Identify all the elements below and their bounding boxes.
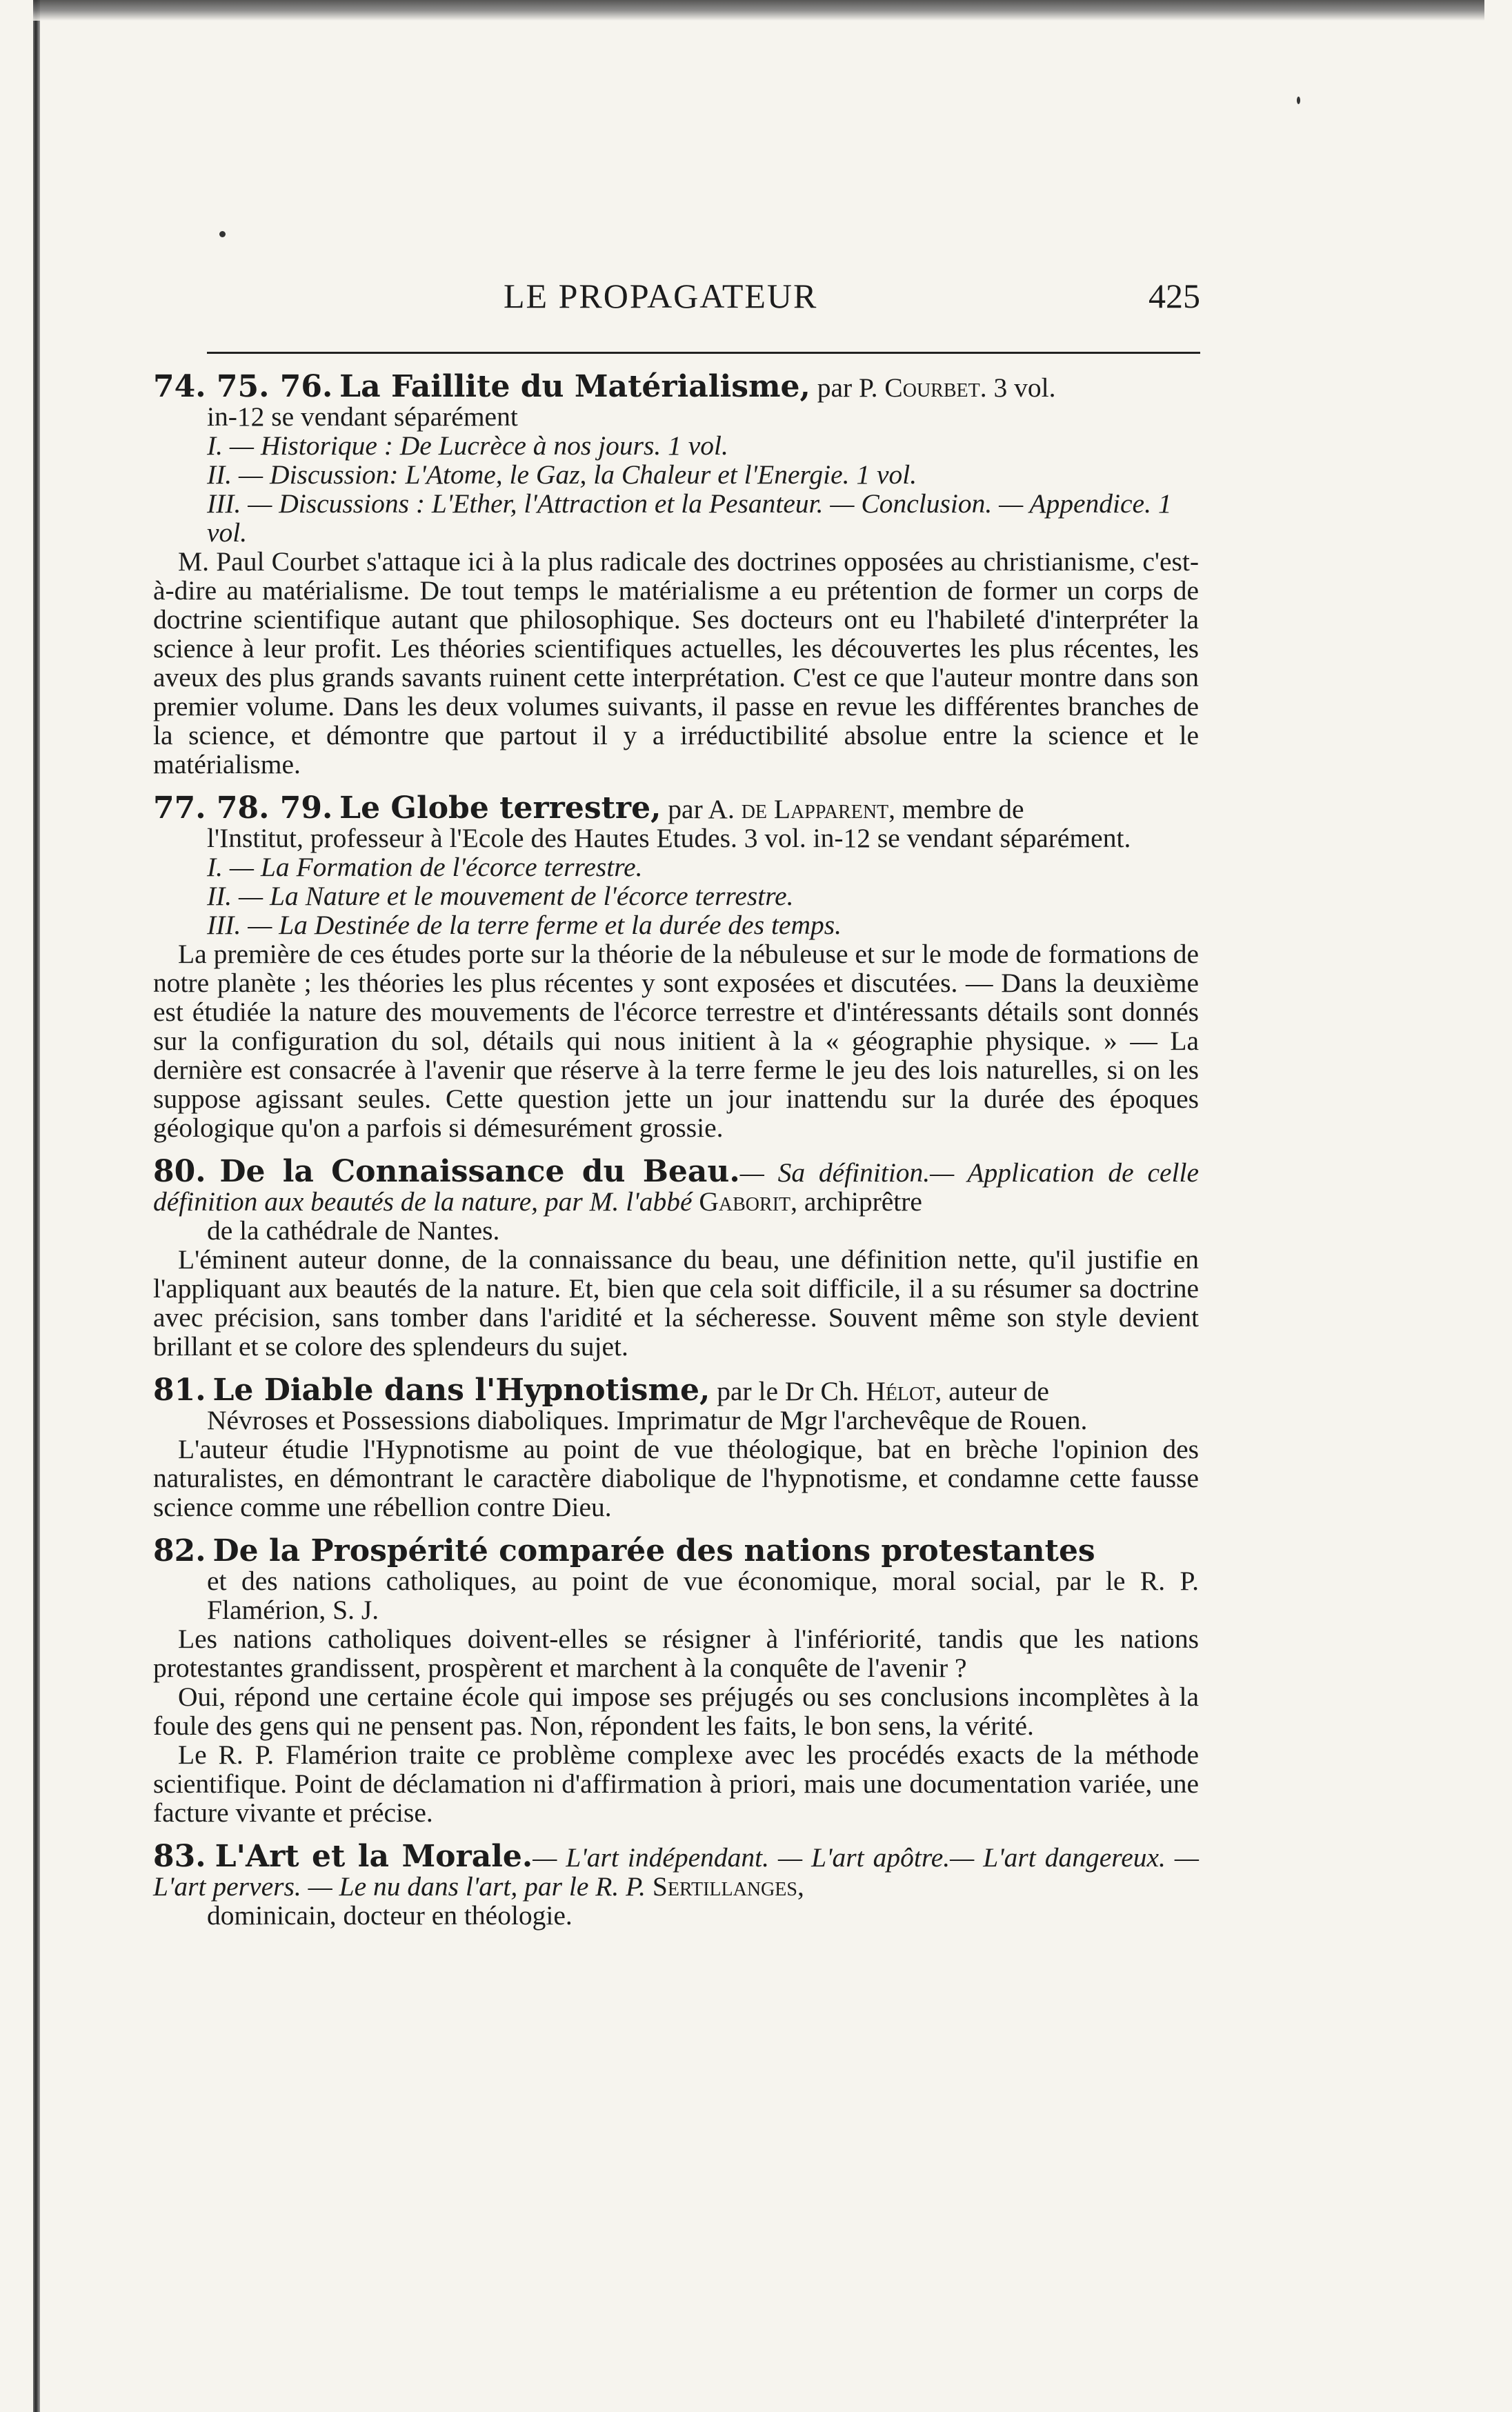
scan-speck (1297, 97, 1300, 104)
entry-byline: par P. (817, 372, 885, 403)
entry-byline: par A. (668, 794, 742, 824)
entry-description: Le R. P. Flamérion traite ce problème complexe avec les procédés exacts de la méthode scientifique. Point de déclamation ni d'affirmation à priori, mais une documentation variée, une facture vivante et précise. (153, 1740, 1199, 1828)
catalog-entry (153, 1533, 1199, 1828)
entry-author: Hélot (866, 1376, 935, 1406)
entry-description: L'éminent auteur donne, de la connaissance du beau, une définition nette, qu'il justifie en l'appliquant aux beautés de la nature. Et, bien que cela soit difficile, il a su résumer sa doctrine avec précision, sans tomber dans l'aridité et la sécheresse. Souvent même son style devient brillant et se colore des splendeurs du sujet. (153, 1244, 1199, 1362)
entry-title: L'Art et la Morale. (215, 1839, 533, 1874)
volume-item: III. — La Destinée de la terre ferme et la durée des temps. (207, 910, 842, 940)
entry-description: L'auteur étudie l'Hypnotisme au point de vue théologique, bat en brèche l'opinion des naturalistes, en démontrant le caractère diabolique de l'hypnotisme, et condamne cette fausse science comme une rébellion contre Dieu. (153, 1434, 1199, 1522)
page-binding-edge (33, 0, 40, 2412)
entry-details: in-12 se vendant séparément (207, 401, 518, 432)
entry-title: De la Prospérité comparée des nations protestantes (212, 1533, 1095, 1568)
scan-top-shadow (33, 0, 1484, 21)
entry-number: 77. 78. 79. (153, 790, 333, 826)
entry-number: 83. (153, 1839, 206, 1874)
catalog-entries (153, 369, 1200, 1945)
volume-item: II. — La Nature et le mouvement de l'écorce terrestre. (207, 881, 794, 911)
entry-description: Les nations catholiques doivent-elles se résigner à l'infériorité, tandis que les nations protestantes grandissent, prospèrent et marchent à la conquête de l'avenir ? (153, 1624, 1199, 1683)
entry-byline-end: , archiprêtre (790, 1186, 922, 1217)
entry-heading (153, 1533, 1199, 1568)
entry-heading (153, 1373, 1199, 1408)
entry-details: l'Institut, professeur à l'Ecole des Hautes Etudes. 3 vol. in-12 se vendant séparément. (207, 823, 1131, 853)
running-title: LE PROPAGATEUR (504, 277, 818, 315)
entry-description: La première de ces études porte sur la théorie de la nébuleuse et sur le mode de formations de notre planète ; les théories les plus récentes y sont exposées et discutées. — Dans la deuxième est étudiée la nature des mouvements de l'écorce terrestre et d'intéressants détails sont donnés sur la configuration du sol, détails qui nous initient à la « géographie physique. » — La dernière est consacrée à l'avenir que réserve à la terre ferme le jeu des lois naturelles, si on les suppose agissant seules. Cette question jette un jour inattendu sur la durée des époques géologique qu'on a parfois si démesurément grossie. (153, 939, 1199, 1143)
entry-heading (153, 1154, 1200, 1217)
entry-number: 74. 75. 76. (153, 369, 333, 404)
entry-byline: par le Dr Ch. (717, 1376, 866, 1406)
entry-description: Oui, répond une certaine école qui impose ses préjugés ou ses conclusions incomplètes à la foule des gens qui ne pensent pas. Non, répondent les faits, le bon sens, la vérité. (153, 1682, 1199, 1741)
entry-byline-end: , membre de (888, 794, 1024, 824)
entry-details: et des nations catholiques, au point de vue économique, moral social, par le R. P. Flamérion, S. J. (207, 1566, 1199, 1625)
entry-title: Le Globe terrestre, (339, 790, 662, 826)
catalog-entry (153, 790, 1199, 1143)
entry-number: 81. (153, 1373, 206, 1408)
entry-author: Courbet (884, 372, 980, 403)
entry-details: de la cathédrale de Nantes. (207, 1215, 500, 1246)
entry-byline-end: , auteur de (935, 1376, 1049, 1406)
volume-item: I. — La Formation de l'écorce terrestre. (207, 852, 643, 882)
catalog-entry (153, 369, 1199, 779)
entry-title: La Faillite du Matérialisme, (339, 369, 810, 404)
page-header (207, 276, 1200, 338)
entry-heading (153, 790, 1199, 826)
entry-heading (153, 1839, 1200, 1902)
entry-byline-end: . 3 vol. (979, 372, 1056, 403)
entry-byline-end: , (797, 1871, 804, 1902)
catalog-entry (153, 1373, 1199, 1522)
catalog-entry (153, 1839, 1200, 1931)
volume-item: I. — Historique : De Lucrèce à nos jours. 1 vol. (207, 430, 728, 461)
entry-number: 82. (153, 1533, 206, 1568)
entry-author: Sertillanges (652, 1871, 797, 1902)
entry-title: Le Diable dans l'Hypnotisme, (212, 1373, 710, 1408)
volume-item: III. — Discussions : L'Ether, l'Attraction et la Pesanteur. — Conclusion. — Appendice. 1 vol. (207, 488, 1172, 548)
entry-byline: — Sa définition.— Application de celle définition aux beautés de la nature, par M. l'abbé (153, 1157, 1200, 1217)
entry-heading (153, 369, 1199, 404)
entry-byline: — L'art indépendant. — L'art apôtre.— L'art dangereux. — L'art pervers. — Le nu dans l'art, par le R. P. (153, 1842, 1200, 1902)
entry-details: dominicain, docteur en théologie. (207, 1900, 573, 1931)
volume-item: II. — Discussion: L'Atome, le Gaz, la Chaleur et l'Energie. 1 vol. (207, 459, 917, 490)
catalog-entry (153, 1154, 1200, 1362)
entry-description: M. Paul Courbet s'attaque ici à la plus radicale des doctrines opposées au christianisme, c'est-à-dire au matérialisme. De tout temps le matérialisme a eu prétention de former un corps de doctrine scientifique autant que philosophique. Ses docteurs ont eu l'habileté d'interpréter la science à leur profit. Les théories scientifiques actuelles, les découvertes les plus récentes, les aveux des plus grands savants ruinent cette interprétation. C'est ce que l'auteur montre dans son premier volume. Dans les deux volumes suivants, il passe en revue les différentes branches de la science, et démontre que partout il y a irréductibilité absolue entre la science et le matérialisme. (153, 546, 1199, 779)
page-number: 425 (1148, 277, 1200, 315)
header-rule (207, 352, 1200, 354)
entry-title: De la Connaissance du Beau. (219, 1154, 740, 1189)
entry-author: de Lapparent (741, 794, 889, 824)
scan-speck (219, 231, 226, 237)
entry-author: Gaborit (699, 1186, 791, 1217)
entry-number: 80. (153, 1154, 206, 1189)
entry-details: Névroses et Possessions diaboliques. Imprimatur de Mgr l'archevêque de Rouen. (207, 1405, 1088, 1435)
